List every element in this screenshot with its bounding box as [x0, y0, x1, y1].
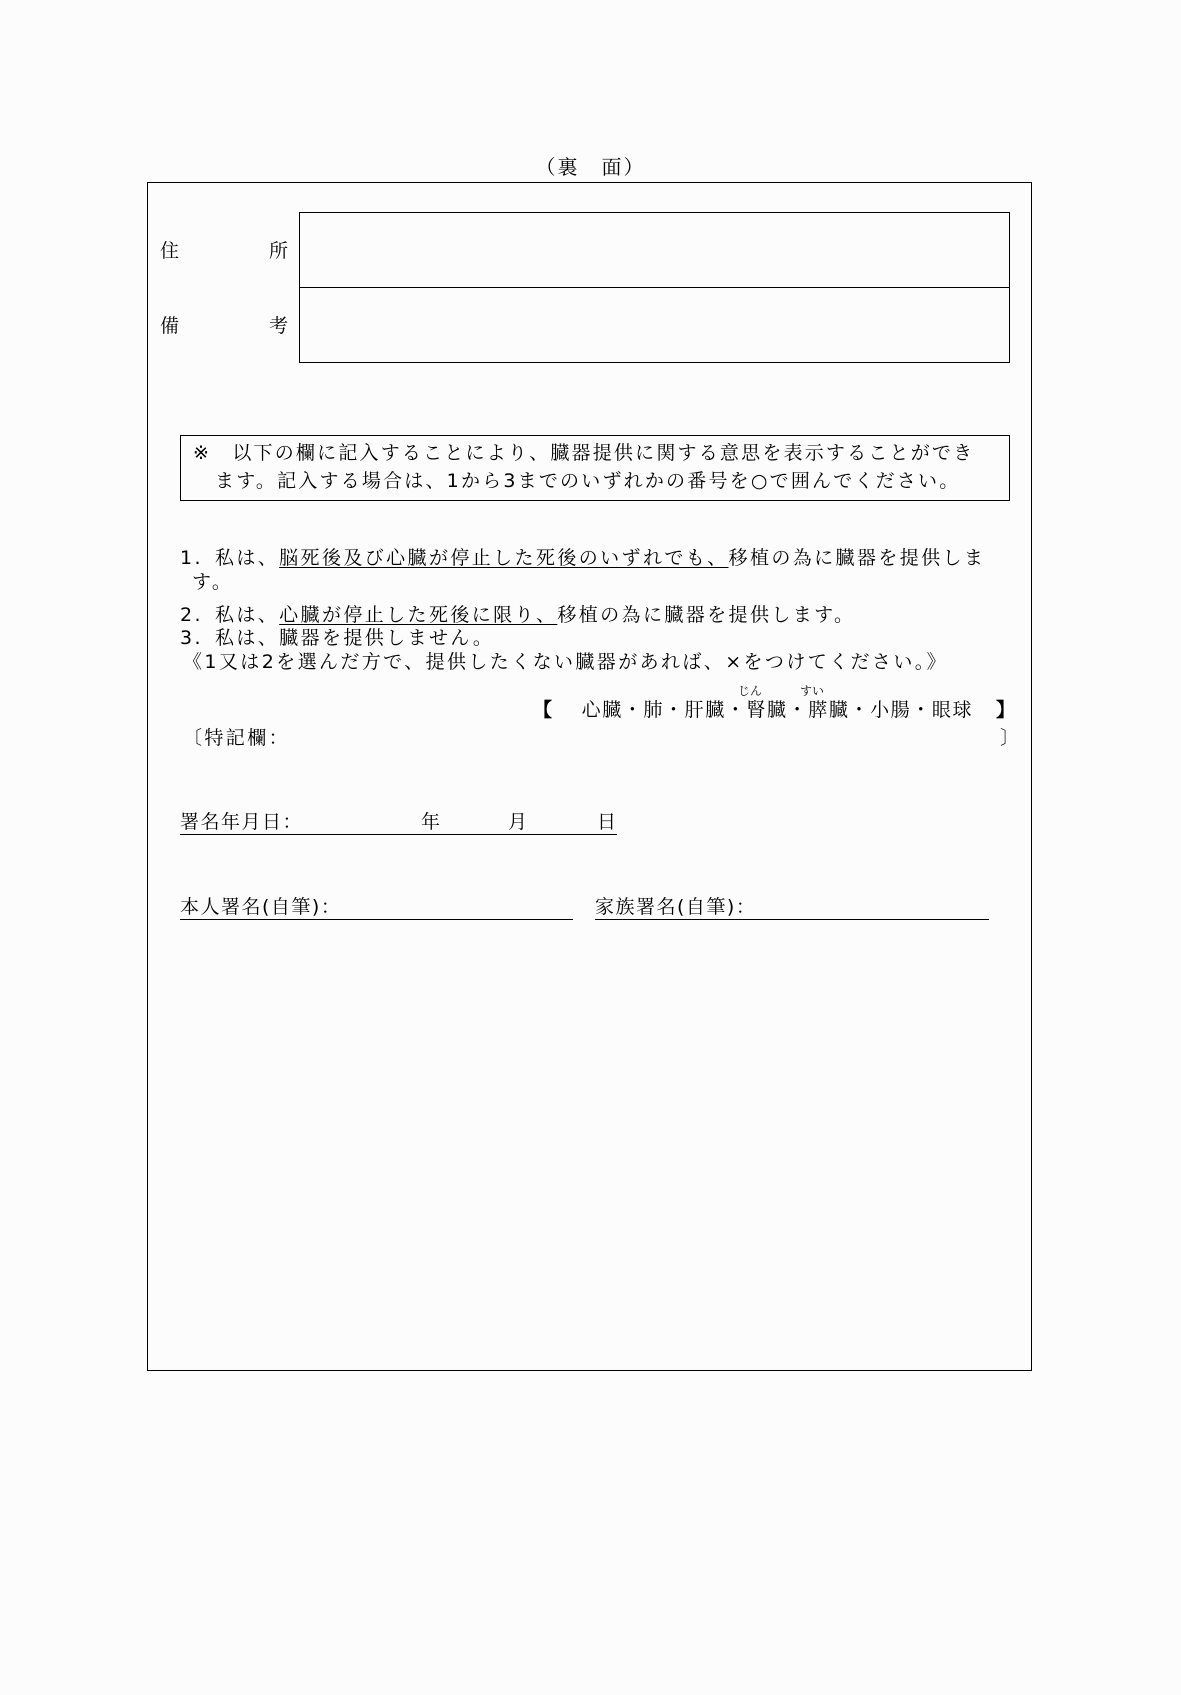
- day-label: 日: [597, 811, 618, 833]
- separator: ・: [622, 699, 644, 721]
- organ-note: 《1又は2を選んだ方で、提供したくない臓器があれば、×をつけてください。》: [183, 651, 949, 673]
- notice-line-1: ※ 以下の欄に記入することにより、臓器提供に関する意思を表示することができ: [193, 442, 975, 464]
- option-1[interactable]: [180, 546, 985, 570]
- option-1-suffix: 移植の為に臓器を提供しま: [728, 547, 986, 569]
- address-label-right: 所: [269, 240, 289, 262]
- option-3-number: 3.: [180, 627, 203, 649]
- option-3-prefix: 私は、: [214, 627, 280, 649]
- organ-pancreas[interactable]: 膵臓: [808, 699, 850, 721]
- pancreas-ruby: すい: [800, 684, 825, 698]
- option-1-underlined: 脳死後及び心臓が停止した死後のいずれでも、: [279, 547, 729, 569]
- year-label: 年: [421, 811, 442, 833]
- signature-date-label: 署名年月日：: [180, 811, 304, 833]
- separator: ・: [725, 699, 747, 721]
- special-note-close: 〕: [1000, 727, 1022, 749]
- address-field[interactable]: [300, 213, 1009, 287]
- signature-date-field[interactable]: [180, 834, 617, 835]
- organ-close-bracket: 】: [996, 699, 1018, 721]
- address-label-left: 住: [160, 240, 180, 262]
- option-1-continuation: す。: [192, 571, 234, 593]
- organ-lung[interactable]: 肺: [643, 699, 665, 721]
- organ-heart[interactable]: 心臓: [581, 699, 623, 721]
- kidney-ruby: じん: [738, 684, 763, 698]
- separator: ・: [849, 699, 871, 721]
- organ-liver[interactable]: 肝臓: [684, 699, 726, 721]
- separator: ・: [787, 699, 809, 721]
- remarks-label-left: 備: [160, 315, 180, 337]
- option-2-prefix: 私は、: [214, 604, 280, 626]
- option-2-suffix: 移植の為に臓器を提供します。: [557, 604, 856, 626]
- notice-line-2: ます。記入する場合は、1から3までのいずれかの番号を○で囲んでください。: [215, 470, 961, 492]
- organ-kidney[interactable]: 腎臓: [746, 699, 788, 721]
- info-table: [299, 212, 1010, 363]
- option-2-number: 2.: [180, 604, 203, 626]
- separator: ・: [911, 699, 932, 721]
- remarks-label-right: 考: [269, 315, 289, 337]
- option-1-number: 1.: [180, 547, 203, 569]
- month-label: 月: [508, 811, 529, 833]
- special-note-label: 〔特記欄：: [183, 727, 291, 749]
- option-2[interactable]: [180, 603, 855, 627]
- option-2-underlined: 心臓が停止した死後に限り、: [279, 604, 558, 626]
- organ-open-bracket: 【: [533, 699, 554, 721]
- family-signature-field[interactable]: [595, 919, 989, 920]
- option-3[interactable]: [180, 626, 494, 650]
- option-1-prefix: 私は、: [214, 547, 280, 569]
- organ-small-intestine[interactable]: 小腸: [870, 699, 912, 721]
- page-title: （裏 面）: [535, 155, 646, 179]
- self-signature-field[interactable]: [180, 919, 573, 920]
- family-signature-label: 家族署名(自筆)：: [595, 896, 757, 918]
- self-signature-label: 本人署名(自筆)：: [180, 896, 342, 918]
- remarks-field[interactable]: [300, 287, 1009, 361]
- organ-list: [533, 698, 973, 722]
- organ-eyeball[interactable]: 眼球: [931, 699, 974, 721]
- notice-box: [180, 435, 1010, 501]
- separator: ・: [664, 699, 685, 721]
- special-note-field[interactable]: [285, 726, 985, 750]
- option-3-suffix: 臓器を提供しません。: [279, 627, 495, 649]
